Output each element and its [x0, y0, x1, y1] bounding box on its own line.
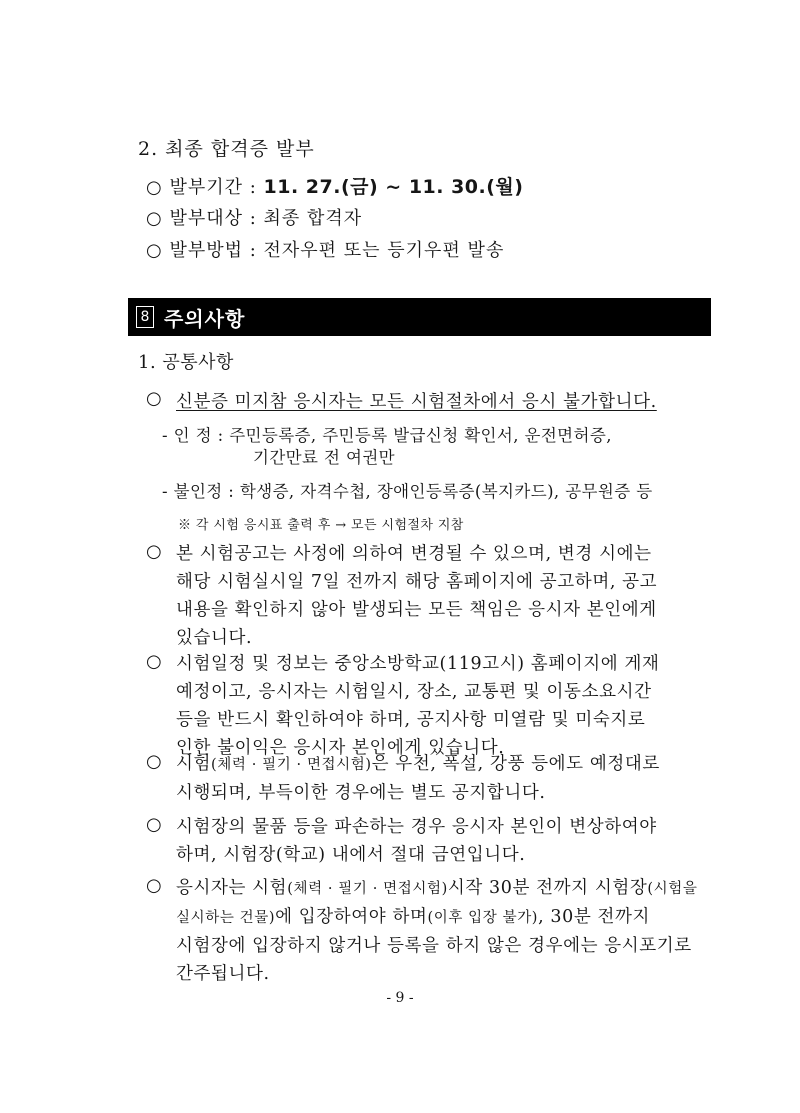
- text-run: 시험: [176, 754, 212, 774]
- text-run: , 30분 전까지: [538, 907, 651, 927]
- text-run-small: (체력 · 필기 · 면접시험): [211, 757, 372, 773]
- paragraph-line: 시험장에 입장하지 않거나 등록을 하지 않은 경우에는 응시포기로: [176, 936, 692, 956]
- paragraph-line: 하며, 시험장(학교) 내에서 절대 금연입니다.: [176, 845, 526, 865]
- paragraph-line: [176, 874, 710, 903]
- paragraph-schedule-change: [176, 540, 710, 652]
- paragraph-line: 시행되며, 부득이한 경우에는 별도 공지합니다.: [176, 783, 546, 803]
- bullet-circle: ○: [146, 541, 162, 562]
- item-label: 발부기간 :: [169, 177, 264, 198]
- id-required-text: 신분증 미지참 응시자는 모든 시험절차에서 응시 불가합니다.: [176, 392, 657, 412]
- section-title: 주의사항: [164, 306, 246, 331]
- text-run-small: (시험을: [647, 881, 698, 897]
- bullet-circle: ○: [146, 751, 162, 772]
- text-run: 응시자는 시험: [176, 878, 288, 898]
- valid-id-list-continued: 기간만료 전 여권만: [253, 448, 396, 467]
- paragraph-line: 시험일정 및 정보는 중앙소방학교(119고시) 홈페이지에 게재: [176, 654, 660, 674]
- text-run-small: (체력 · 필기 · 면접시험): [287, 881, 448, 897]
- invalid-id-list: 학생증, 자격수첩, 장애인등록증(복지카드), 공무원증 등: [239, 482, 653, 501]
- bullet-circle: ○: [146, 814, 162, 835]
- paragraph-line: 내용을 확인하지 않아 발생되는 모든 책임은 응시자 본인에게: [176, 600, 657, 620]
- paragraph-line: [176, 903, 710, 932]
- text-run-small: (이후 입장 불가): [427, 910, 539, 926]
- paragraph-line: 등을 반드시 확인하여야 하며, 공지사항 미열람 및 미숙지로: [176, 710, 646, 730]
- item-value: 최종 합격자: [263, 208, 363, 229]
- item-label: 발부방법 :: [169, 240, 264, 261]
- text-run: 은 우천, 폭설, 강풍 등에도 예정대로: [371, 754, 660, 774]
- page-number: - 9 -: [386, 990, 414, 1006]
- valid-id-label: - 인 정 :: [162, 426, 230, 445]
- bullet-circle: ○: [146, 177, 163, 198]
- valid-id-row: [162, 422, 612, 446]
- section-heading-final-certificate: 2. 최종 합격증 발부: [138, 138, 315, 160]
- id-required-notice: [176, 388, 657, 413]
- bullet-circle: ○: [146, 208, 163, 229]
- item-value-date-range: 11. 27.(금) ~ 11. 30.(월): [263, 176, 524, 198]
- paragraph-line: [176, 750, 710, 779]
- text-run: 시작 30분 전까지 시험장: [447, 878, 648, 898]
- paragraph-line: 예정이고, 응시자는 시험일시, 장소, 교통편 및 이동소요시간: [176, 682, 652, 702]
- bullet-circle: ○: [146, 875, 162, 896]
- paragraph-damage-smoking: [176, 813, 710, 869]
- paragraph-weather: [176, 750, 710, 807]
- invalid-id-label: - 불인정 :: [162, 482, 240, 501]
- paragraph-line: 있습니다.: [176, 628, 253, 648]
- paragraph-entry-time: [176, 874, 710, 988]
- valid-id-list: 주민등록증, 주민등록 발급신청 확인서, 운전면허증,: [229, 426, 612, 445]
- bullet-circle: ○: [146, 240, 163, 261]
- bullet-circle: ○: [146, 388, 162, 409]
- section-number-box: 8: [136, 306, 154, 328]
- paragraph-line: 본 시험공고는 사정에 의하여 변경될 수 있으며, 변경 시에는: [176, 544, 652, 564]
- section-header-bar: [128, 298, 711, 336]
- item-label: 발부대상 :: [169, 208, 264, 229]
- admission-ticket-note: ※ 각 시험 응시표 출력 후 → 모든 시험절차 지참: [178, 518, 464, 533]
- text-run-small: 실시하는 건물): [176, 910, 276, 926]
- paragraph-line: 간주됩니다.: [176, 964, 270, 984]
- paragraph-line: 인한 불이익은 응시자 본인에게 있습니다.: [176, 738, 505, 758]
- paragraph-line: 해당 시험실시일 7일 전까지 해당 홈페이지에 공고하며, 공고: [176, 572, 658, 592]
- invalid-id-row: [162, 478, 653, 502]
- bullet-circle: ○: [146, 651, 162, 672]
- paragraph-exam-info: [176, 650, 710, 762]
- sub-heading-common: 1. 공통사항: [138, 352, 234, 373]
- list-item-issue-period: [146, 172, 523, 199]
- list-item-issue-method: [146, 236, 504, 262]
- list-item-issue-target: [146, 204, 362, 230]
- text-run: 에 입장하여야 하며: [275, 907, 428, 927]
- item-value: 전자우편 또는 등기우편 발송: [263, 240, 505, 261]
- paragraph-line: 시험장의 물품 등을 파손하는 경우 응시자 본인이 변상하여야: [176, 817, 657, 837]
